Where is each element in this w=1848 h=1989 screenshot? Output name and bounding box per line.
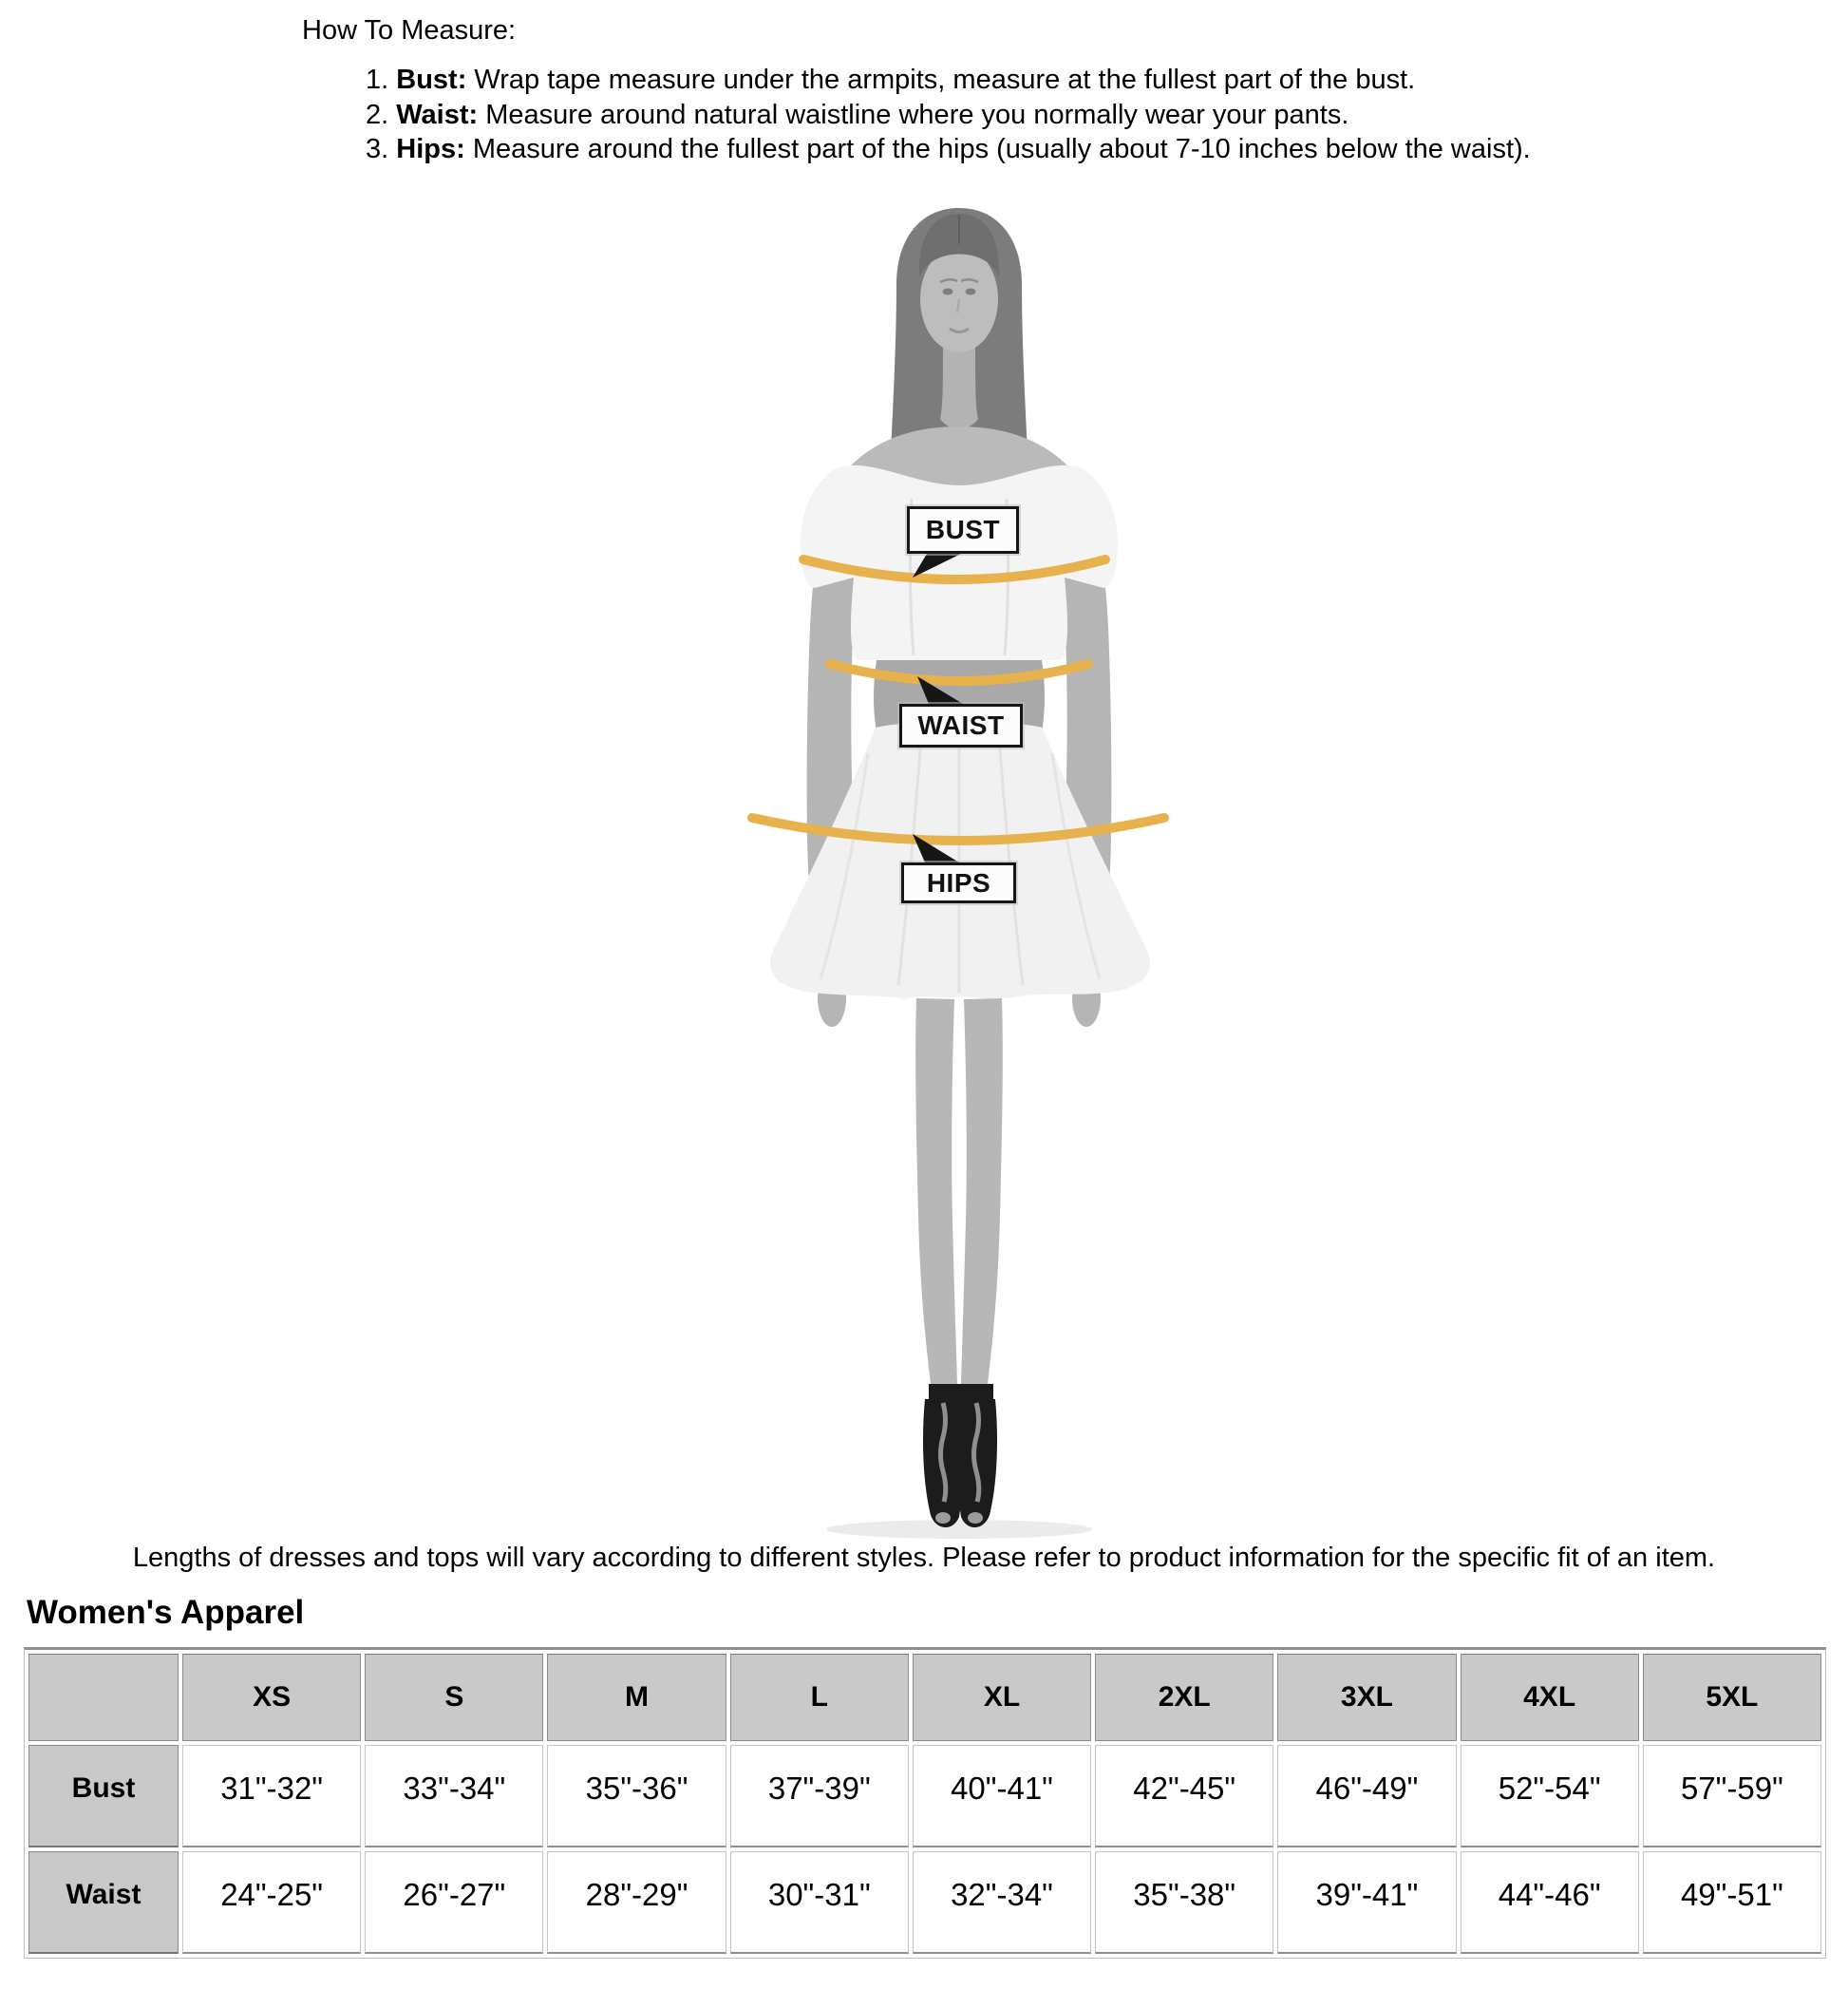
step-number: 2. [366, 99, 389, 130]
waist-value-xl: 32"-34" [913, 1851, 1091, 1954]
measure-step-waist [366, 98, 1531, 133]
step-number: 3. [366, 134, 389, 164]
waist-label-text: WAIST [917, 710, 1005, 740]
size-column-header-xl: XL [913, 1654, 1091, 1741]
model-figure-illustration [627, 157, 1292, 1539]
right-leg [961, 998, 1003, 1384]
size-header-row [28, 1654, 1821, 1741]
waist-value-m: 28"-29" [547, 1851, 726, 1954]
waist-row [28, 1851, 1821, 1954]
waist-value-s: 26"-27" [365, 1851, 543, 1954]
bust-value-s: 33"-34" [365, 1745, 543, 1847]
how-to-measure-title: How To Measure: [302, 15, 517, 46]
size-column-header-xs: XS [182, 1654, 361, 1741]
floor-shadow [826, 1520, 1092, 1539]
size-chart-table [25, 1650, 1825, 1958]
waist-value-2xl: 35"-38" [1095, 1851, 1273, 1954]
waist-value-4xl: 44"-46" [1461, 1851, 1639, 1954]
bust-label [907, 506, 1019, 554]
bust-value-5xl: 57"-59" [1643, 1745, 1821, 1847]
bust-value-2xl: 42"-45" [1095, 1745, 1273, 1847]
hips-label-text: HIPS [926, 867, 991, 898]
waist-value-5xl: 49"-51" [1643, 1851, 1821, 1954]
measure-step-bust [366, 63, 1531, 98]
size-column-header-5xl: 5XL [1643, 1654, 1821, 1741]
bust-value-4xl: 52"-54" [1461, 1745, 1639, 1847]
step-label: Waist: [396, 99, 479, 130]
step-number: 1. [366, 65, 389, 95]
corner-header-cell [28, 1654, 179, 1741]
bust-value-m: 35"-36" [547, 1745, 726, 1847]
step-text: Wrap tape measure under the armpits, measure at the fullest part of the bust. [474, 65, 1416, 95]
fit-note: Lengths of dresses and tops will vary according to different styles. Please refer to product information for the specific fit of an item. [132, 1543, 1716, 1573]
bust-label-text: BUST [925, 515, 1001, 544]
neck [940, 339, 978, 429]
size-chart-title: Women's Apparel [27, 1594, 305, 1631]
size-column-header-l: L [730, 1654, 909, 1741]
bust-value-xs: 31"-32" [182, 1745, 361, 1847]
size-column-header-3xl: 3XL [1277, 1654, 1456, 1741]
step-text: Measure around the fullest part of the hips (usually about 7-10 inches below the waist). [472, 134, 1531, 164]
right-shoe [958, 1384, 998, 1527]
bust-value-3xl: 46"-49" [1277, 1745, 1456, 1847]
size-column-header-m: M [547, 1654, 726, 1741]
left-shoe [923, 1384, 963, 1527]
size-column-header-4xl: 4XL [1461, 1654, 1639, 1741]
hips-label [901, 862, 1016, 903]
bust-row [28, 1745, 1821, 1847]
left-leg [915, 998, 957, 1384]
step-text: Measure around natural waistline where you normally wear your pants. [485, 99, 1349, 130]
waist-label [899, 704, 1023, 748]
bust-value-l: 37"-39" [730, 1745, 909, 1847]
step-label: Bust: [396, 65, 467, 95]
bust-value-xl: 40"-41" [913, 1745, 1091, 1847]
row-label-bust: Bust [28, 1745, 179, 1847]
waist-value-xs: 24"-25" [182, 1851, 361, 1954]
size-chart-table-wrap [24, 1647, 1826, 1959]
measure-steps-list [366, 63, 1531, 167]
size-column-header-2xl: 2XL [1095, 1654, 1273, 1741]
size-column-header-s: S [365, 1654, 543, 1741]
waist-value-3xl: 39"-41" [1277, 1851, 1456, 1954]
row-label-waist: Waist [28, 1851, 179, 1954]
model-figure [627, 157, 1292, 1539]
step-label: Hips: [396, 134, 465, 164]
waist-value-l: 30"-31" [730, 1851, 909, 1954]
